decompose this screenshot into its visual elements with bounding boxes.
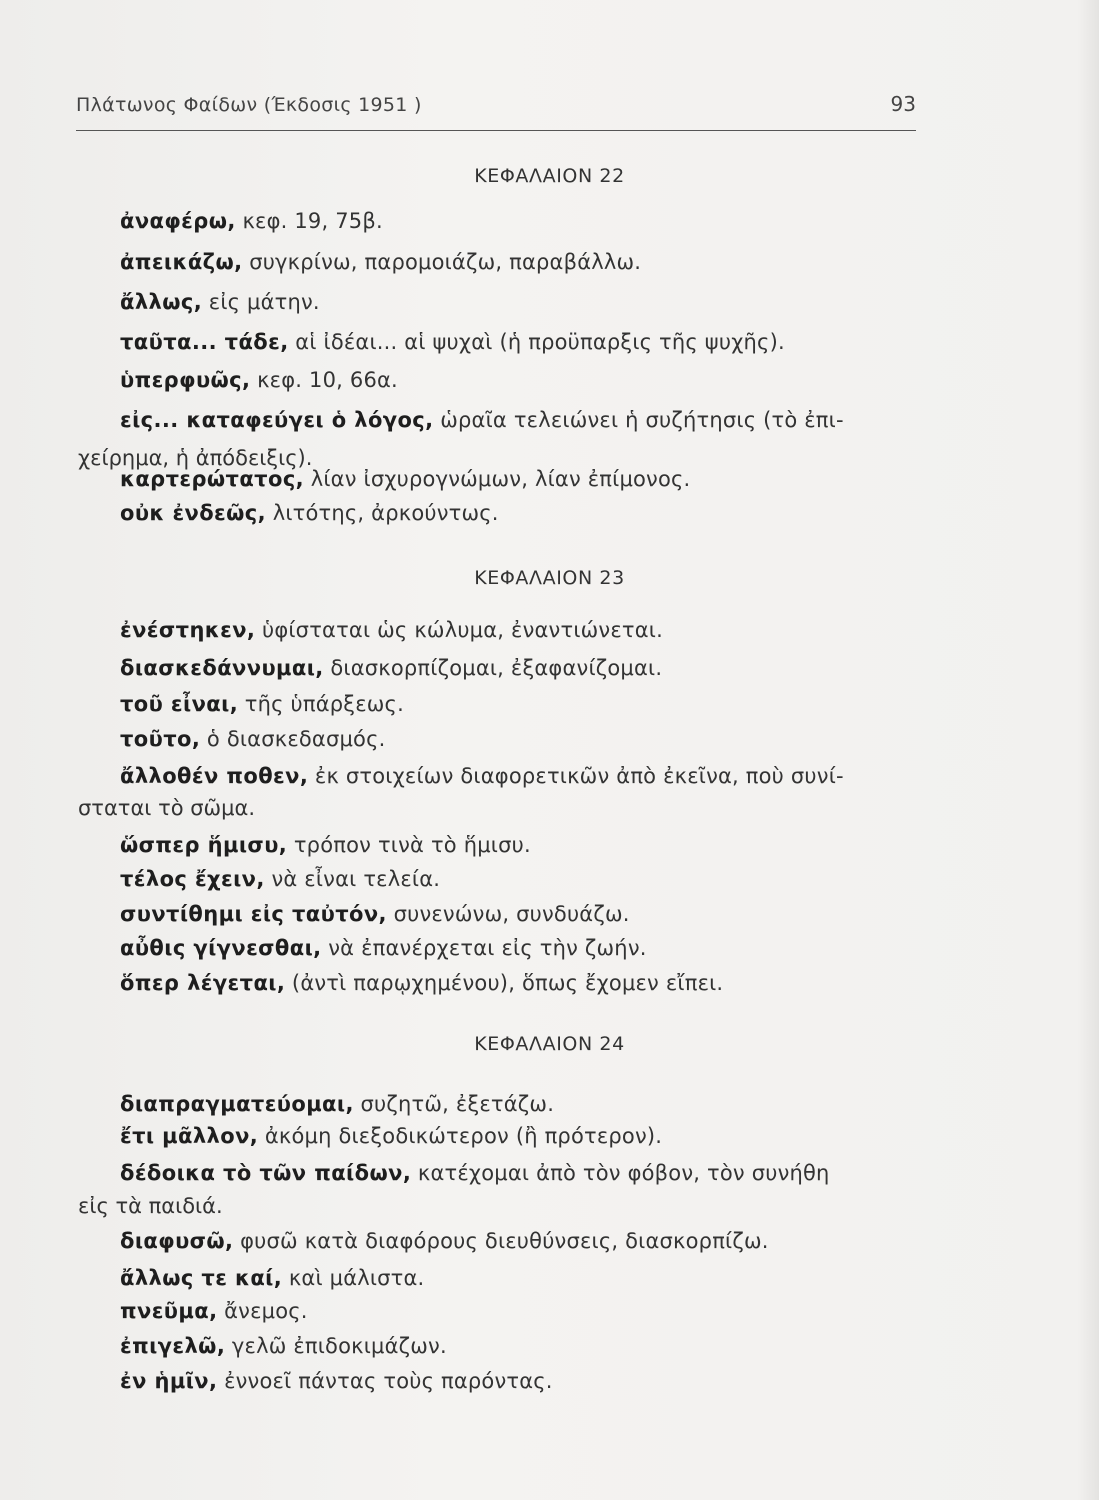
glossary-entry <box>120 726 920 752</box>
entry-definition: ἄνεμος. <box>224 1299 308 1323</box>
entry-term: ἐνέστηκεν, <box>120 618 256 642</box>
entry-term: διασκεδάννυμαι, <box>120 656 324 680</box>
entry-term: ἐν ἡμῖν, <box>120 1369 218 1393</box>
entry-definition: ὑφίσταται ὡς κώλυμα, ἐναντιώνεται. <box>261 618 663 642</box>
entry-continuation: σταται τὸ σῶμα. <box>78 796 256 820</box>
entry-definition: λίαν ἰσχυρογνώμων, λίαν ἐπίμονος. <box>310 467 691 491</box>
entry-term: ἄλλοθέν ποθεν, <box>120 764 309 788</box>
glossary-entry <box>120 832 920 858</box>
entry-term: συντίθημι εἰς ταὐτόν, <box>120 902 387 926</box>
entry-term: πνεῦμα, <box>120 1299 218 1323</box>
entry-term: ἀναφέρω, <box>120 209 236 233</box>
page-edge-shadow <box>1077 0 1099 1500</box>
entry-definition: εἰς μάτην. <box>208 290 320 314</box>
glossary-entry <box>120 935 920 961</box>
glossary-entry <box>120 901 920 927</box>
entry-term: διαφυσῶ, <box>120 1229 234 1253</box>
glossary-entry <box>120 1228 920 1254</box>
glossary-entry <box>120 329 920 355</box>
glossary-entry <box>120 367 920 393</box>
entry-term: ὥσπερ ἥμισυ, <box>120 833 288 857</box>
entry-term: ταῦτα... τάδε, <box>120 330 289 354</box>
header-title: Πλάτωνος Φαίδων (Έκδοσις 1951 ) <box>76 94 422 116</box>
entry-term: ἀπεικάζω, <box>120 250 243 274</box>
entry-definition: ἐννοεῖ πάντας τοὺς παρόντας. <box>224 1369 553 1393</box>
entry-term: ἄλλως, <box>120 290 203 314</box>
entry-definition: γελῶ ἐπιδοκιμάζων. <box>231 1334 447 1358</box>
entry-term: ὅπερ λέγεται, <box>120 971 286 995</box>
entry-definition: κεφ. 10, 66α. <box>257 368 398 392</box>
entry-term: διαπραγματεύομαι, <box>120 1092 354 1116</box>
entry-definition: νὰ εἶναι τελεία. <box>271 867 441 891</box>
entry-term: ἔτι μᾶλλον, <box>120 1124 259 1148</box>
glossary-entry <box>120 1333 920 1359</box>
entry-term: τοῦ εἶναι, <box>120 692 239 716</box>
entry-definition: διασκορπίζομαι, ἐξαφανίζομαι. <box>330 656 663 680</box>
glossary-entry <box>120 1265 920 1291</box>
entry-definition: συνενώνω, συνδυάζω. <box>393 902 630 926</box>
entry-definition: κεφ. 19, 75β. <box>242 209 383 233</box>
entry-definition: κατέχομαι ἀπὸ τὸν φόβον, τὸν συνήθη <box>417 1161 830 1185</box>
glossary-entry <box>120 1091 920 1117</box>
entry-term: ὑπερφυῶς, <box>120 368 251 392</box>
glossary-entry <box>120 763 920 789</box>
entry-term: οὐκ ἐνδεῶς, <box>120 501 267 525</box>
glossary-entry <box>120 1368 920 1394</box>
glossary-entry <box>120 617 920 643</box>
entry-definition: λιτότης, ἀρκούντως. <box>272 501 499 525</box>
running-header <box>76 90 916 131</box>
glossary-entry <box>120 970 920 996</box>
entry-term: εἰς... καταφεύγει ὁ λόγος, <box>120 408 434 432</box>
chapter-heading: ΚΕΦΑΛΑΙΟΝ 22 <box>474 165 625 187</box>
entry-definition: (ἀντὶ παρῳχημένου), ὅπως ἔχομεν εἴπει. <box>291 971 724 995</box>
entry-term: τέλος ἔχειν, <box>120 867 265 891</box>
glossary-entry <box>120 208 920 234</box>
chapter-heading: ΚΕΦΑΛΑΙΟΝ 23 <box>474 567 625 589</box>
entry-term: τοῦτο, <box>120 727 201 751</box>
entry-term: καρτερώτατος, <box>120 467 305 491</box>
entry-term: αὖθις γίγνεσθαι, <box>120 936 322 960</box>
entry-definition: ἀκόμη διεξοδικώτερον (ἢ πρότερον). <box>264 1124 663 1148</box>
entry-definition: αἱ ἰδέαι... αἱ ψυχαὶ (ἡ προϋπαρξις τῆς ψυχῆς). <box>295 330 785 354</box>
entry-term: ἄλλως τε καί, <box>120 1266 283 1290</box>
entry-definition: τῆς ὑπάρξεως. <box>244 692 404 716</box>
glossary-entry <box>120 1160 920 1186</box>
entry-continuation: χείρημα, ἡ ἀπόδειξις). <box>78 446 313 470</box>
entry-definition: ἐκ στοιχείων διαφορετικῶν ἀπὸ ἐκεῖνα, ποὺ συνί- <box>314 764 844 788</box>
entry-definition: συγκρίνω, παρομοιάζω, παραβάλλω. <box>249 250 642 274</box>
glossary-entry <box>120 466 920 492</box>
entry-definition: καὶ μάλιστα. <box>288 1266 425 1290</box>
glossary-entry <box>120 289 920 315</box>
entry-definition: νὰ ἐπανέρχεται εἰς τὴν ζωήν. <box>328 936 647 960</box>
page-number: 93 <box>890 92 916 116</box>
entry-definition: συζητῶ, ἐξετάζω. <box>360 1092 555 1116</box>
chapter-heading: ΚΕΦΑΛΑΙΟΝ 24 <box>474 1033 625 1055</box>
entry-continuation: εἰς τὰ παιδιά. <box>78 1194 223 1218</box>
glossary-entry <box>120 1123 920 1149</box>
glossary-entry <box>120 866 920 892</box>
entry-definition: ὡραῖα τελειώνει ἡ συζήτησις (τὸ ἐπι- <box>440 408 844 432</box>
entry-term: ἐπιγελῶ, <box>120 1334 226 1358</box>
entry-definition: ὁ διασκεδασμός. <box>206 727 386 751</box>
glossary-entry <box>120 655 920 681</box>
glossary-entry <box>120 407 920 433</box>
entry-definition: τρόπον τινὰ τὸ ἥμισυ. <box>293 833 531 857</box>
entry-term: δέδοικα τὸ τῶν παίδων, <box>120 1161 412 1185</box>
glossary-entry <box>120 500 920 526</box>
glossary-entry <box>120 691 920 717</box>
entry-definition: φυσῶ κατὰ διαφόρους διευθύνσεις, διασκορπίζω. <box>240 1229 769 1253</box>
glossary-entry <box>120 249 920 275</box>
glossary-entry <box>120 1298 920 1324</box>
